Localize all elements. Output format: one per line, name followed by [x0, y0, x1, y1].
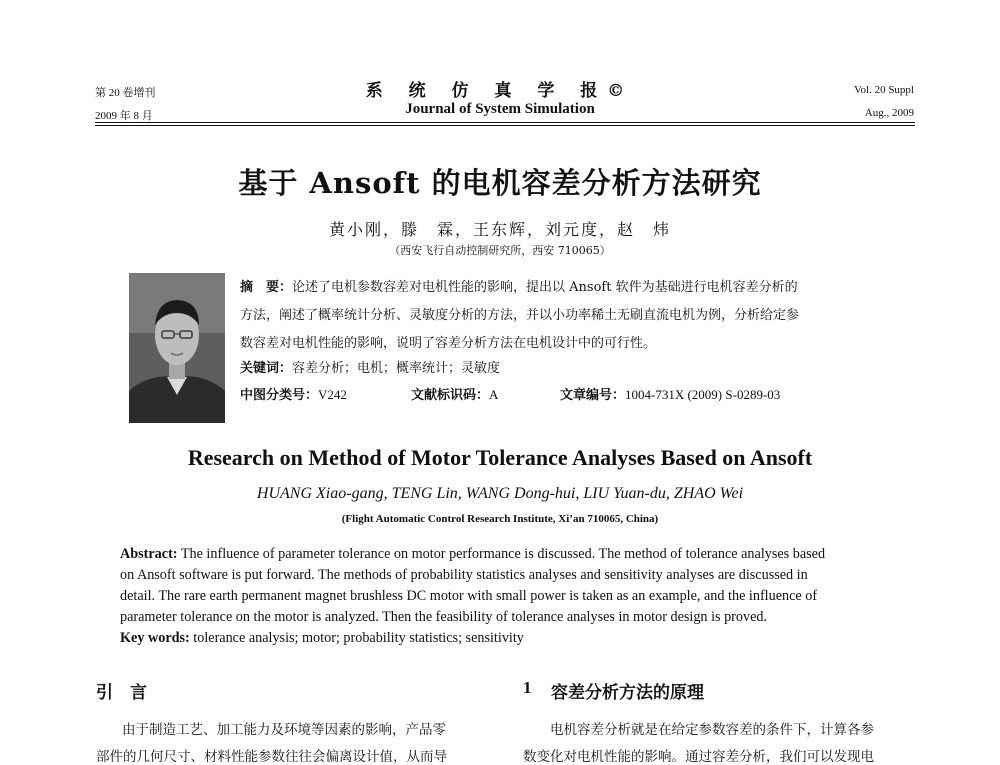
keywords-cn: 关键词：容差分析；电机；概率统计；灵敏度	[240, 361, 501, 376]
paper-title-cn: 基于 Ansoft 的电机容差分析方法研究	[238, 166, 762, 200]
clc-number: 中图分类号：V242	[240, 387, 347, 403]
document-code: 文献标识码：A	[411, 387, 499, 403]
abstract-en-line-1: Abstract: The influence of parameter tolerance on motor performance is discussed. The method of tolerance analyses based	[120, 546, 826, 562]
affiliation-en: (Flight Automatic Control Research Institute, Xi’an 710065, China)	[341, 513, 659, 525]
abstract-cn-line-2: 方法，阐述了概率统计分析、灵敏度分析的方法，并以小功率稀土无刷直流电机为例，分析给定参	[240, 308, 800, 323]
keywords-en: Key words: tolerance analysis; motor; probability statistics; sensitivity	[120, 630, 524, 646]
section-heading-1: 容差分析方法的原理	[551, 683, 704, 703]
abstract-en-line-4: parameter tolerance on the motor is analyzed. Then the feasibility of tolerance analyses in motor design is proved.	[120, 609, 768, 625]
section-heading-intro: 引 言	[96, 683, 147, 703]
author-photo	[129, 273, 225, 423]
date-cn: 2009 年 8 月	[95, 110, 153, 122]
journal-title-en: Journal of System Simulation	[405, 101, 595, 117]
abstract-en-line-3: detail. The rare earth permanent magnet brushless DC motor with small power is taken as an example, and the influence of	[120, 588, 818, 604]
section1-para-line-2: 数变化对电机性能的影响。通过容差分析，我们可以发现电	[523, 749, 874, 765]
keywords-en-label: Key words:	[120, 630, 190, 646]
abstract-cn-line-1: 摘 要：论述了电机参数容差对电机性能的影响，提出以 Ansoft 软件为基础进行电机容差分析的	[240, 280, 798, 295]
section-number-1: 1	[523, 678, 532, 697]
authors-cn: 黄小刚，滕 霖，王东辉，刘元度，赵 炜	[328, 220, 671, 239]
affiliation-cn: （西安飞行自动控制研究所，西安 710065）	[389, 244, 611, 257]
header-rule-top	[95, 122, 915, 123]
paper-title-en: Research on Method of Motor Tolerance Analyses Based on Ansoft	[187, 445, 813, 470]
abstract-cn-line-3: 数容差对电机性能的影响，说明了容差分析方法在电机设计中的可行性。	[240, 336, 657, 351]
issue-en: Vol. 20 Suppl	[853, 84, 914, 96]
section1-para-line-1: 电机容差分析就是在给定参数容差的条件下，计算各参	[550, 722, 874, 738]
header-rule-bottom	[95, 125, 915, 126]
issue-cn: 第 20 卷增刊	[95, 87, 156, 99]
abstract-cn-label: 摘 要：	[240, 280, 293, 295]
intro-para-line-2: 部件的几何尺寸、材料性能参数往往会偏离设计值，从而导	[96, 749, 447, 765]
abstract-en-label: Abstract:	[120, 546, 178, 562]
keywords-cn-label: 关键词：	[240, 361, 293, 376]
authors-en: HUANG Xiao-gang, TENG Lin, WANG Dong-hui, LIU Yuan-du, ZHAO Wei	[256, 485, 744, 502]
intro-para-line-1: 由于制造工艺、加工能力及环境等因素的影响，产品零	[122, 722, 446, 738]
date-en: Aug., 2009	[864, 107, 914, 119]
article-number: 文章编号：1004-731X (2009) S-0289-03	[560, 387, 781, 403]
journal-title-cn: 系 统 仿 真 学 报©	[365, 81, 635, 101]
abstract-en-line-2: on Ansoft software is put forward. The methods of probability statistics analyses and sensitivity analyses are discussed in	[120, 567, 808, 583]
